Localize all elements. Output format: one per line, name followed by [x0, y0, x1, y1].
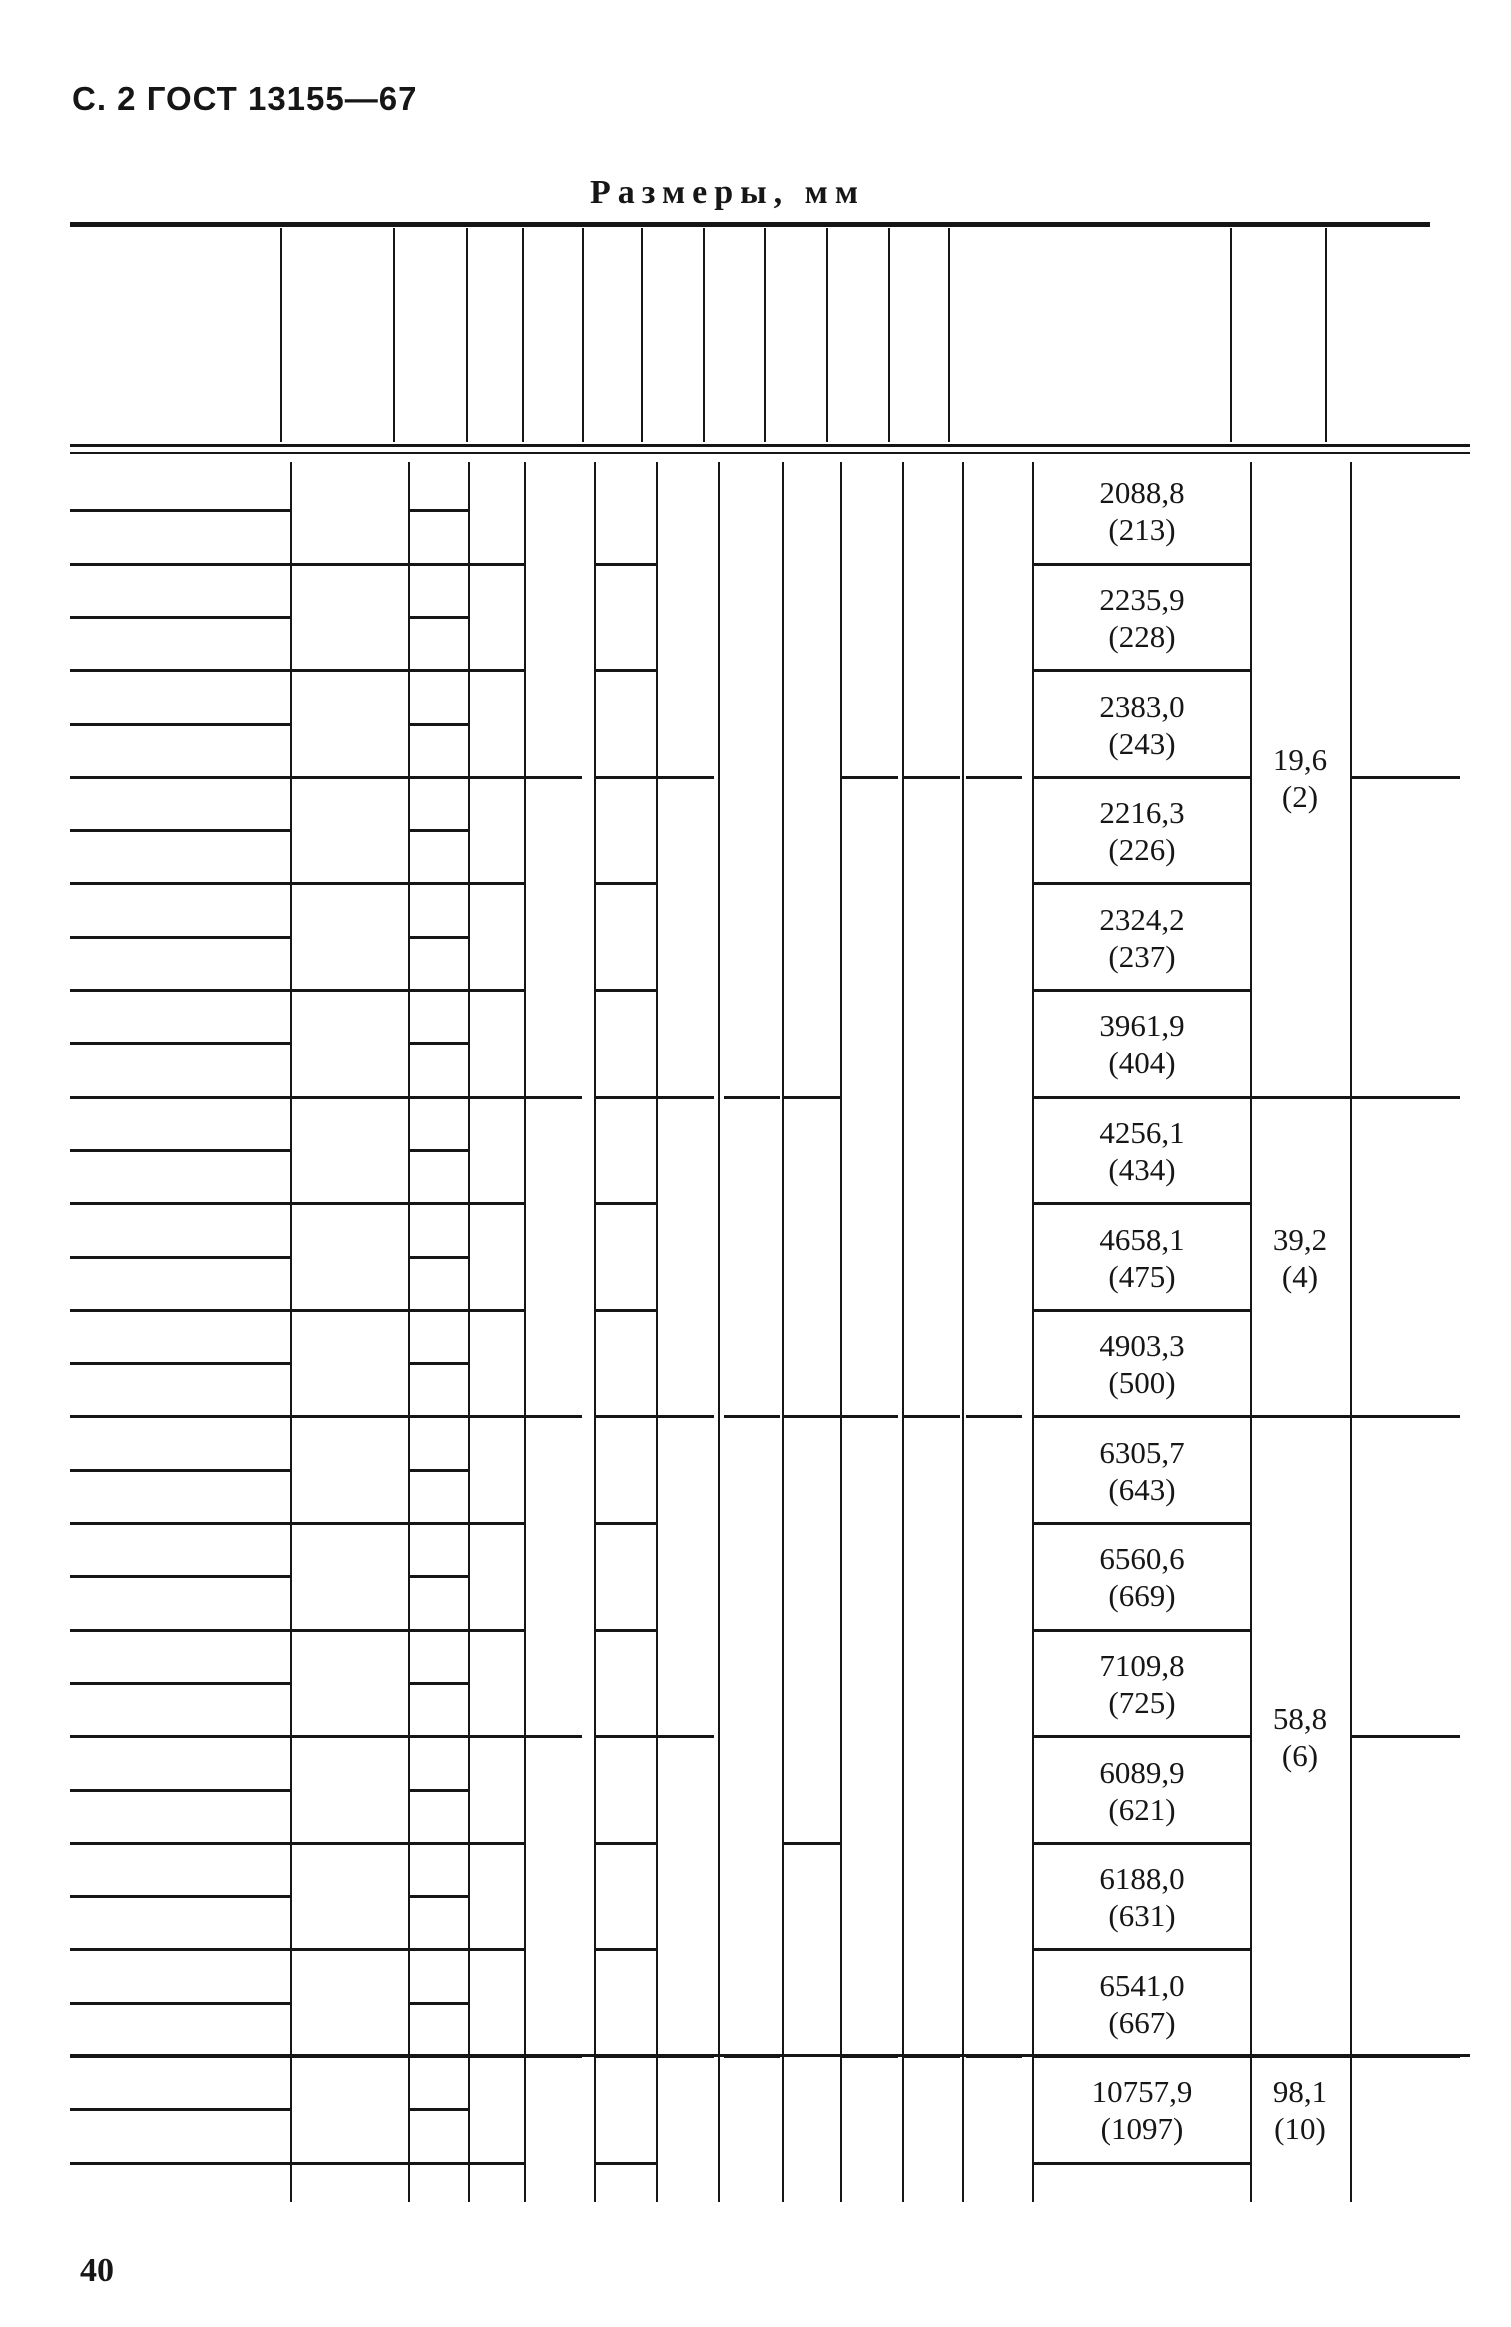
- pair-rule: [470, 1522, 524, 1525]
- pair-rule: [292, 882, 408, 885]
- pair-rule: [470, 563, 524, 566]
- row-rule: [70, 1735, 290, 1738]
- pair-rule: [1034, 2162, 1250, 2165]
- force-cell: [1099, 1434, 1184, 1508]
- force-newtons: 6089,9: [1099, 1754, 1185, 1790]
- W-newtons: 19,6: [1272, 741, 1328, 777]
- page-header: С. 2 ГОСТ 13155—67: [72, 80, 418, 117]
- W-kgf: (4): [1281, 1258, 1319, 1294]
- pair-rule: [1034, 1629, 1250, 1632]
- force-cell: [1099, 687, 1184, 761]
- header-divider: [280, 228, 282, 442]
- row-rule: [70, 1309, 290, 1312]
- pair-rule: [470, 1202, 524, 1205]
- force-kgf: (404): [1108, 1045, 1176, 1081]
- group-rule: [904, 776, 960, 779]
- W-kgf: (2): [1281, 778, 1319, 814]
- group-rule: [904, 1415, 960, 1418]
- pair-rule: [1034, 1415, 1250, 1418]
- W-newtons: 39,2: [1272, 1221, 1328, 1257]
- page-number: 40: [80, 2252, 114, 2289]
- row-rule: [70, 509, 290, 512]
- pair-rule: [292, 1629, 408, 1632]
- row-rule: [70, 1629, 290, 1632]
- group-rule: [1352, 1415, 1460, 1418]
- force-kgf: (631): [1108, 1898, 1176, 1934]
- row-rule: [70, 563, 290, 566]
- group-rule: [966, 1415, 1022, 1418]
- force-cell: [1092, 2073, 1193, 2147]
- row-rule: [70, 2108, 290, 2111]
- pair-rule: [470, 1415, 524, 1418]
- row-rule: [70, 669, 290, 672]
- force-newtons: 2383,0: [1099, 688, 1185, 724]
- pair-rule: [1034, 669, 1250, 672]
- last-group-rule: [70, 2054, 1470, 2057]
- pair-rule: [470, 669, 524, 672]
- force-cell: [1099, 1967, 1184, 2041]
- force-kgf: (669): [1108, 1578, 1176, 1614]
- pair-rule: [292, 1202, 408, 1205]
- group-rule: [1252, 1096, 1350, 1099]
- row-rule: [408, 563, 468, 566]
- force-kgf: (237): [1108, 938, 1176, 974]
- pair-rule: [292, 1948, 408, 1951]
- pair-rule: [292, 563, 408, 566]
- group-rule: [1352, 1096, 1460, 1099]
- group-rule: [724, 1096, 780, 1099]
- row-rule: [408, 1575, 468, 1578]
- header-divider: [948, 228, 950, 442]
- force-cell: [1099, 794, 1184, 868]
- force-cell: [1099, 581, 1184, 655]
- row-rule: [408, 1895, 468, 1898]
- row-rule: [408, 2162, 468, 2165]
- force-newtons: 6541,0: [1099, 1967, 1185, 2003]
- pair-rule: [1034, 1309, 1250, 1312]
- row-rule: [70, 989, 290, 992]
- row-rule: [408, 1469, 468, 1472]
- W-newtons: 98,1: [1272, 2074, 1328, 2110]
- pair-rule: [292, 2162, 408, 2165]
- pair-rule: [1034, 1202, 1250, 1205]
- group-rule: [1252, 1415, 1350, 1418]
- pair-rule: [292, 1842, 408, 1845]
- column-divider: [594, 462, 596, 2202]
- pair-rule: [596, 1309, 656, 1312]
- row-rule: [408, 936, 468, 939]
- header-bottom-rule-2: [70, 452, 1470, 454]
- row-rule: [70, 1682, 290, 1685]
- group-rule: [724, 1415, 780, 1418]
- header-divider: [1325, 228, 1327, 442]
- pair-rule: [596, 1948, 656, 1951]
- pair-rule: [292, 1309, 408, 1312]
- force-cell: [1099, 1327, 1184, 1401]
- force-newtons: 6305,7: [1099, 1434, 1185, 1470]
- force-kgf: (228): [1108, 618, 1176, 654]
- header-divider: [703, 228, 705, 442]
- pair-rule: [292, 1415, 408, 1418]
- force-kgf: (667): [1108, 2004, 1176, 2040]
- row-rule: [70, 1948, 290, 1951]
- group-rule: [658, 1415, 714, 1418]
- pair-rule: [470, 1629, 524, 1632]
- W-newtons: 58,8: [1272, 1701, 1328, 1736]
- table-caption: Размеры, мм: [590, 174, 865, 211]
- header-divider: [888, 228, 890, 442]
- row-rule: [408, 1362, 468, 1365]
- column-divider: [902, 462, 904, 2202]
- header-divider: [826, 228, 828, 442]
- header-divider: [466, 228, 468, 442]
- force-kgf: (725): [1108, 1684, 1176, 1720]
- force-cell: [1099, 474, 1184, 548]
- force-newtons: 10757,9: [1091, 2074, 1193, 2110]
- force-newtons: 6560,6: [1099, 1541, 1185, 1577]
- group-rule: [526, 1735, 582, 1738]
- pair-rule: [292, 669, 408, 672]
- row-rule: [408, 669, 468, 672]
- column-divider: [782, 462, 784, 2202]
- force-newtons: 4903,3: [1099, 1327, 1185, 1363]
- row-rule: [70, 776, 290, 779]
- header-divider: [522, 228, 524, 442]
- pair-rule: [596, 1415, 656, 1418]
- column-divider: [468, 462, 470, 2202]
- force-kgf: (475): [1108, 1258, 1176, 1294]
- column-divider: [290, 462, 292, 2202]
- pair-rule: [470, 1948, 524, 1951]
- force-kgf: (643): [1108, 1471, 1176, 1507]
- row-rule: [70, 723, 290, 726]
- force-cell: [1099, 1007, 1184, 1081]
- W-kgf: (10): [1274, 2111, 1326, 2147]
- pair-rule: [470, 776, 524, 779]
- row-rule: [70, 829, 290, 832]
- group-rule: [784, 1415, 840, 1418]
- pair-rule: [1034, 1948, 1250, 1951]
- pair-rule: [1034, 1096, 1250, 1099]
- row-rule: [408, 1042, 468, 1045]
- pair-rule: [596, 776, 656, 779]
- row-rule: [70, 1789, 290, 1792]
- column-divider: [718, 462, 720, 2202]
- pair-rule: [292, 776, 408, 779]
- column-divider: [1032, 462, 1034, 2202]
- column-divider: [962, 462, 964, 2202]
- row-rule: [408, 1256, 468, 1259]
- group-rule: [526, 1096, 582, 1099]
- pair-rule: [470, 2162, 524, 2165]
- row-rule: [70, 616, 290, 619]
- group-rule: [842, 776, 898, 779]
- column-divider: [524, 462, 526, 2202]
- row-rule: [408, 1629, 468, 1632]
- pair-rule: [596, 1629, 656, 1632]
- header-divider: [1230, 228, 1232, 442]
- group-rule: [658, 776, 714, 779]
- pair-rule: [470, 1842, 524, 1845]
- pair-rule: [1034, 563, 1250, 566]
- row-rule: [70, 1096, 290, 1099]
- header-divider: [764, 228, 766, 442]
- force-cell: [1099, 1540, 1184, 1614]
- row-rule: [408, 1789, 468, 1792]
- force-newtons: 2324,2: [1099, 901, 1185, 937]
- row-rule: [408, 509, 468, 512]
- row-rule: [408, 776, 468, 779]
- pair-rule: [596, 1522, 656, 1525]
- row-rule: [408, 1309, 468, 1312]
- row-rule: [70, 1362, 290, 1365]
- row-rule: [70, 1522, 290, 1525]
- row-rule: [70, 1842, 290, 1845]
- row-rule: [408, 989, 468, 992]
- row-rule: [408, 1522, 468, 1525]
- column-divider: [1250, 462, 1252, 2202]
- row-rule: [408, 1415, 468, 1418]
- header-divider: [641, 228, 643, 442]
- force-cell: [1099, 1860, 1184, 1934]
- pair-rule: [596, 1096, 656, 1099]
- row-rule: [70, 1202, 290, 1205]
- force-newtons: 7109,8: [1099, 1647, 1185, 1683]
- group-rule: [526, 776, 582, 779]
- row-rule: [70, 1469, 290, 1472]
- group-rule: [526, 1415, 582, 1418]
- row-rule: [408, 1096, 468, 1099]
- header-bottom-rule: [70, 444, 1470, 447]
- row-rule: [70, 1149, 290, 1152]
- group-rule: [784, 1842, 840, 1845]
- pair-rule: [470, 882, 524, 885]
- group-rule: [1352, 776, 1460, 779]
- row-rule: [408, 829, 468, 832]
- row-rule: [408, 1202, 468, 1205]
- pair-rule: [1034, 1522, 1250, 1525]
- force-cell: [1099, 1647, 1184, 1721]
- force-newtons: 2088,8: [1099, 475, 1185, 511]
- column-divider: [840, 462, 842, 2202]
- group-rule: [1352, 1735, 1460, 1738]
- pair-rule: [596, 1735, 656, 1738]
- force-cell: [1099, 1220, 1184, 1294]
- pair-rule: [1034, 989, 1250, 992]
- W-cell: [1273, 1700, 1327, 1774]
- group-rule: [658, 1096, 714, 1099]
- pair-rule: [596, 669, 656, 672]
- W-kgf: (6): [1281, 1738, 1319, 1774]
- force-kgf: (621): [1108, 1791, 1176, 1827]
- force-newtons: 2216,3: [1099, 794, 1185, 830]
- row-rule: [408, 1842, 468, 1845]
- force-kgf: (243): [1108, 725, 1176, 761]
- W-cell: [1273, 741, 1327, 815]
- row-rule: [70, 1895, 290, 1898]
- group-rule: [966, 776, 1022, 779]
- row-rule: [408, 2108, 468, 2111]
- header-divider: [393, 228, 395, 442]
- group-rule: [658, 1735, 714, 1738]
- pair-rule: [470, 989, 524, 992]
- pair-rule: [292, 1735, 408, 1738]
- force-kgf: (500): [1108, 1365, 1176, 1401]
- row-rule: [408, 616, 468, 619]
- force-cell: [1099, 1114, 1184, 1188]
- force-newtons: 3961,9: [1099, 1008, 1185, 1044]
- force-kgf: (1097): [1100, 2111, 1184, 2147]
- pair-rule: [596, 1202, 656, 1205]
- pair-rule: [292, 1522, 408, 1525]
- pair-rule: [470, 1735, 524, 1738]
- row-rule: [408, 1682, 468, 1685]
- pair-rule: [470, 1096, 524, 1099]
- W-cell: [1273, 2073, 1327, 2147]
- row-rule: [408, 2002, 468, 2005]
- force-newtons: 4658,1: [1099, 1221, 1185, 1257]
- row-rule: [70, 936, 290, 939]
- force-newtons: 6188,0: [1099, 1860, 1185, 1896]
- row-rule: [408, 1149, 468, 1152]
- force-newtons: 4256,1: [1099, 1114, 1185, 1150]
- header-divider: [582, 228, 584, 442]
- pair-rule: [1034, 776, 1250, 779]
- force-newtons: 2235,9: [1099, 581, 1185, 617]
- pair-rule: [1034, 1735, 1250, 1738]
- force-kgf: (434): [1108, 1151, 1176, 1187]
- row-rule: [70, 1256, 290, 1259]
- W-cell: [1273, 1220, 1327, 1294]
- pair-rule: [1034, 1842, 1250, 1845]
- row-rule: [408, 1735, 468, 1738]
- row-rule: [70, 1415, 290, 1418]
- row-rule: [70, 2002, 290, 2005]
- pair-rule: [596, 563, 656, 566]
- column-divider: [656, 462, 658, 2202]
- row-rule: [408, 882, 468, 885]
- pair-rule: [596, 989, 656, 992]
- pair-rule: [1034, 882, 1250, 885]
- row-rule: [70, 1575, 290, 1578]
- pair-rule: [292, 989, 408, 992]
- row-rule: [70, 2162, 290, 2165]
- pair-rule: [596, 1842, 656, 1845]
- column-divider: [1350, 462, 1352, 2202]
- table-top-rule: [70, 222, 1430, 227]
- row-rule: [408, 1948, 468, 1951]
- force-cell: [1099, 901, 1184, 975]
- row-rule: [408, 723, 468, 726]
- force-cell: [1099, 1753, 1184, 1827]
- pair-rule: [596, 882, 656, 885]
- row-rule: [70, 1042, 290, 1045]
- group-rule: [842, 1415, 898, 1418]
- group-rule: [784, 1096, 840, 1099]
- pair-rule: [292, 1096, 408, 1099]
- force-kgf: (213): [1108, 512, 1176, 548]
- pair-rule: [596, 2162, 656, 2165]
- force-kgf: (226): [1108, 832, 1176, 868]
- pair-rule: [470, 1309, 524, 1312]
- row-rule: [70, 882, 290, 885]
